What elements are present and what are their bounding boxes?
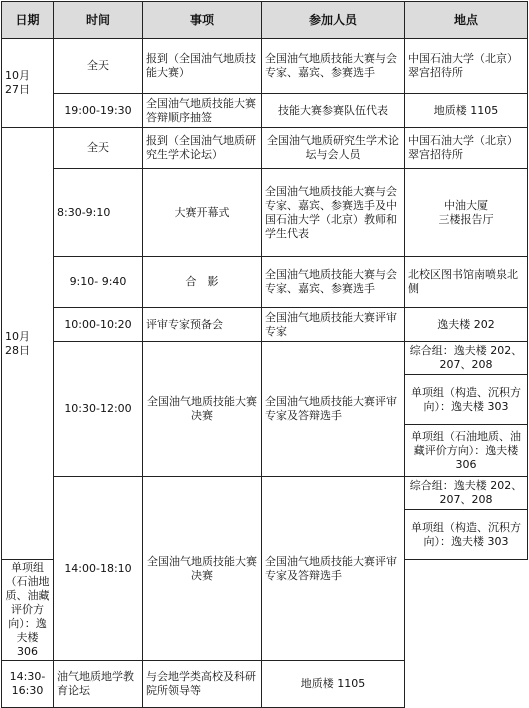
- event-cell: 油气地质地学教育论坛: [54, 661, 143, 708]
- event-cell: 报到（全国油气地质技能大赛）: [143, 39, 262, 94]
- date-cell-28: 10月 28日: [2, 128, 54, 560]
- location-cell: 北校区图书馆南喷泉北侧: [405, 257, 528, 308]
- location-cell: 地质楼 1105: [405, 94, 528, 128]
- time-cell: 10:00-10:20: [54, 308, 143, 342]
- time-cell: 8:30-9:10: [54, 169, 143, 257]
- event-cell: 全国油气地质技能大赛决赛: [143, 342, 262, 477]
- people-cell: 全国油气地质技能大赛评审专家及答辩选手: [262, 477, 405, 661]
- people-cell: 全国油气地质技能大赛与会专家、嘉宾、参赛选手及中国石油大学（北京）教师和学生代表: [262, 169, 405, 257]
- time-cell: 9:10- 9:40: [54, 257, 143, 308]
- event-cell: 报到（全国油气地质研究生学术论坛）: [143, 128, 262, 169]
- location-sub-cell: 单项组（石油地质、油藏评价方向）：逸夫楼 306: [405, 425, 528, 477]
- people-cell: 与会地学类高校及科研院所领导等: [143, 661, 262, 708]
- table-row: [2, 257, 528, 308]
- time-cell: 全天: [54, 39, 143, 94]
- event-cell: 大赛开幕式: [143, 169, 262, 257]
- table-row: [2, 169, 528, 257]
- people-cell: 全国油气地质技能大赛评审专家及答辩选手: [262, 342, 405, 477]
- event-cell: 合 影: [143, 257, 262, 308]
- event-cell: 全国油气地质技能大赛决赛: [143, 477, 262, 661]
- location-sub-cell: 综合组：逸夫楼 202、207、208: [405, 477, 528, 510]
- location-cell: 中国石油大学（北京）翠宫招待所: [405, 128, 528, 169]
- time-cell: 14:30-16:30: [2, 661, 54, 708]
- people-cell: 全国油气地质研究生学术论坛与会人员: [262, 128, 405, 169]
- location-cell: 中国石油大学（北京）翠宫招待所: [405, 39, 528, 94]
- table-row: [2, 477, 528, 510]
- location-sub-cell: 综合组：逸夫楼 202、207、208: [405, 342, 528, 375]
- location-cell: 地质楼 1105: [262, 661, 405, 708]
- header-location: 地点: [405, 2, 528, 39]
- header-date: 日期: [2, 2, 54, 39]
- location-cell: 逸夫楼 202: [405, 308, 528, 342]
- people-cell: 技能大赛参赛队伍代表: [262, 94, 405, 128]
- people-cell: 全国油气地质技能大赛评审专家: [262, 308, 405, 342]
- time-cell: 全天: [54, 128, 143, 169]
- people-cell: 全国油气地质技能大赛与会专家、嘉宾、参赛选手: [262, 39, 405, 94]
- date-cell-27: 10月 27日: [2, 39, 54, 128]
- header-people: 参加人员: [262, 2, 405, 39]
- location-sub-cell: 单项组（石油地质、油藏评价方向）：逸夫楼 306: [2, 560, 54, 661]
- event-cell: 评审专家预备会: [143, 308, 262, 342]
- location-cell: 中油大厦 三楼报告厅: [405, 169, 528, 257]
- time-cell: 14:00-18:10: [54, 477, 143, 661]
- schedule-table: [1, 1, 528, 708]
- location-sub-cell: 单项组（构造、沉积方向）：逸夫楼 303: [405, 510, 528, 560]
- header-event: 事项: [143, 2, 262, 39]
- time-cell: 10:30-12:00: [54, 342, 143, 477]
- time-cell: 19:00-19:30: [54, 94, 143, 128]
- header-row: [2, 2, 528, 39]
- event-cell: 全国油气地质技能大赛答辩顺序抽签: [143, 94, 262, 128]
- location-sub-cell: 单项组（构造、沉积方向）：逸夫楼 303: [405, 375, 528, 425]
- table-row: [2, 94, 528, 128]
- table-row: [2, 661, 528, 708]
- table-row: [2, 39, 528, 94]
- table-row: [2, 128, 528, 169]
- table-row: [2, 308, 528, 342]
- people-cell: 全国油气地质技能大赛与会专家、嘉宾、参赛选手: [262, 257, 405, 308]
- table-row: [2, 342, 528, 375]
- header-time: 时间: [54, 2, 143, 39]
